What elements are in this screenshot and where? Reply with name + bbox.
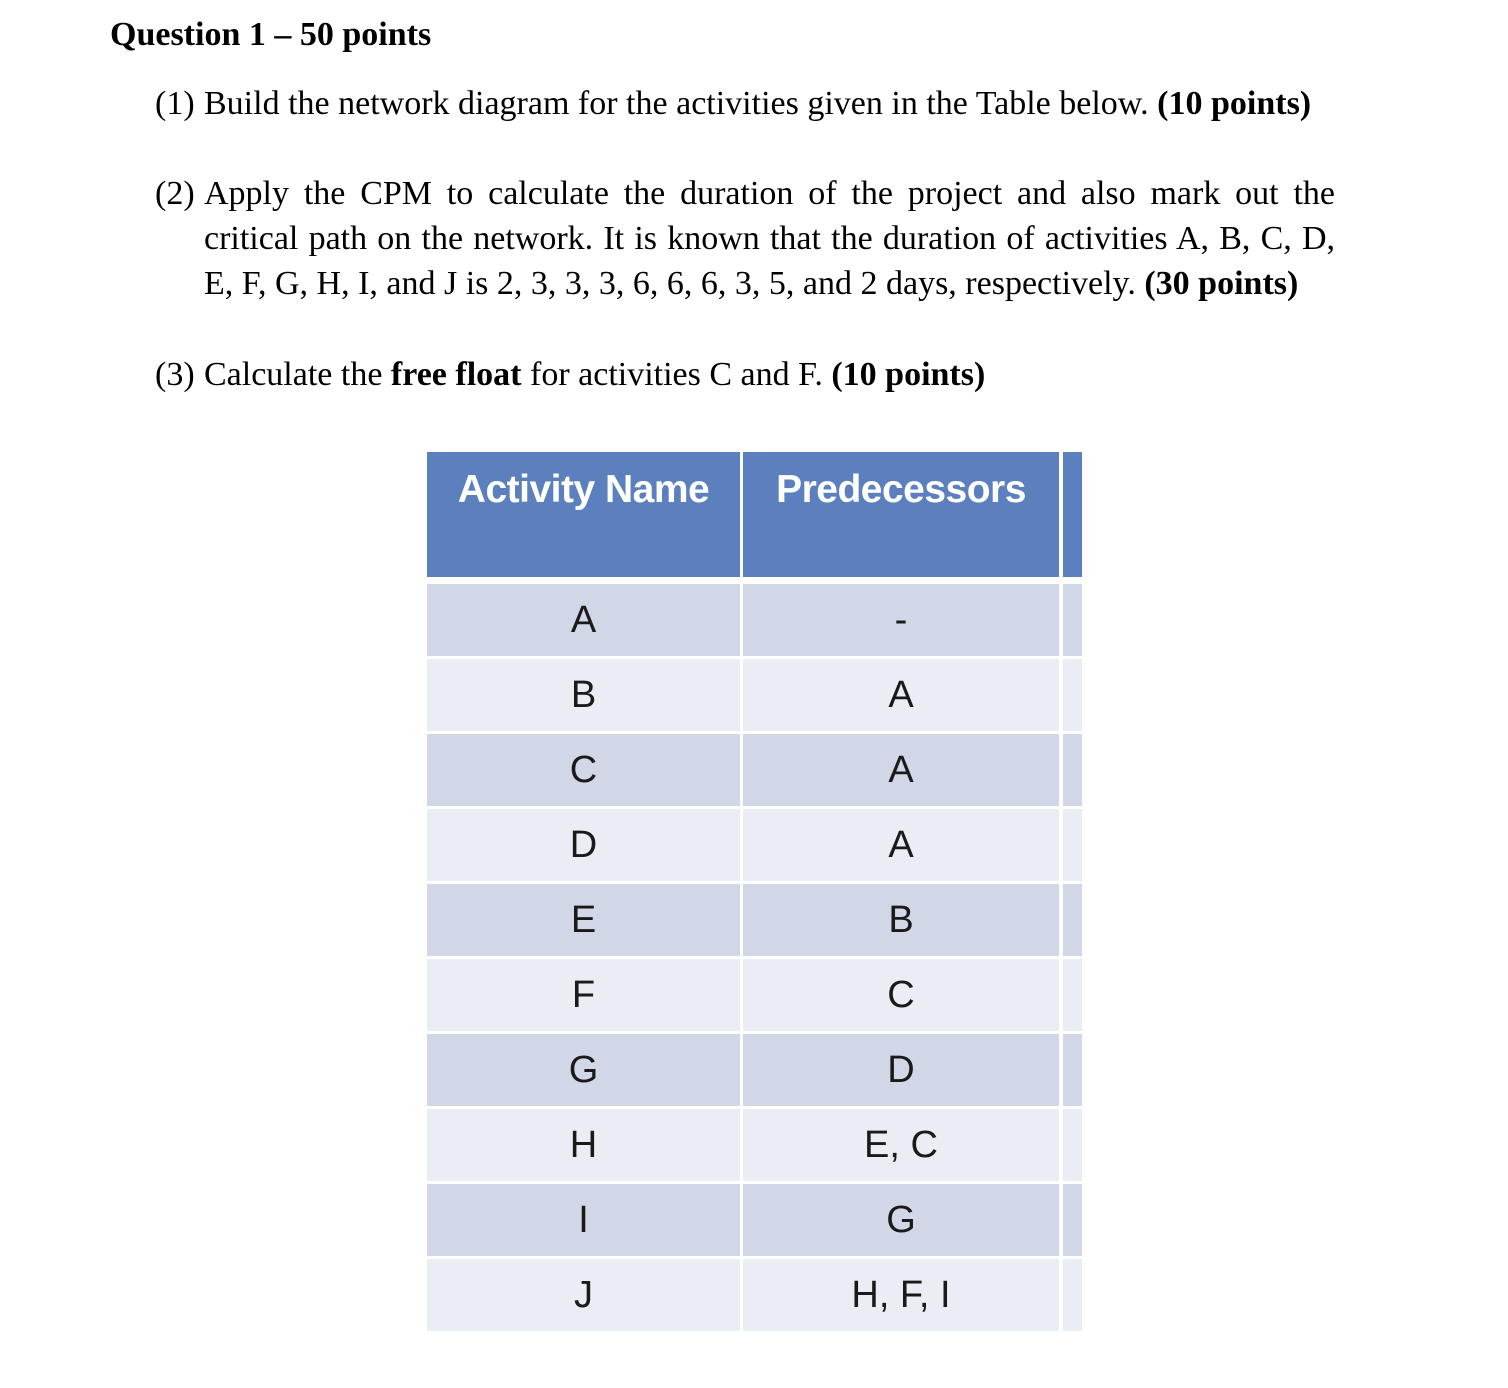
table-cell-extra <box>1063 1259 1082 1331</box>
question-body <box>204 352 1335 397</box>
table-header-divider <box>427 577 1082 584</box>
table-cell-predecessors: A <box>743 659 1059 731</box>
table-row <box>427 1109 1082 1181</box>
table-row <box>427 734 1082 806</box>
table-cell-activity: B <box>427 659 740 731</box>
table-cell-predecessors: C <box>743 959 1059 1031</box>
table-row <box>427 659 1082 731</box>
table-cell-activity: E <box>427 884 740 956</box>
table-cell-activity: H <box>427 1109 740 1181</box>
question-item-2 <box>155 171 1335 306</box>
table-cell-predecessors: - <box>743 584 1059 656</box>
table-cell-predecessors: H, F, I <box>743 1259 1059 1331</box>
table-cell-predecessors: A <box>743 734 1059 806</box>
question-text: for activities C and F. <box>530 356 823 393</box>
table-cell-predecessors: B <box>743 884 1059 956</box>
table-cell-extra <box>1063 1109 1082 1181</box>
table-cell-predecessors: E, C <box>743 1109 1059 1181</box>
question-number: (3) <box>155 356 195 393</box>
question-item-1 <box>155 81 1335 126</box>
table-cell-predecessors: A <box>743 809 1059 881</box>
question-text: Build the network diagram for the activities given in the Table below. <box>204 85 1149 122</box>
table-cell-predecessors: D <box>743 1034 1059 1106</box>
question-points: (10 points) <box>1157 85 1312 122</box>
table-row <box>427 809 1082 881</box>
table-row <box>427 1184 1082 1256</box>
table-cell-extra <box>1063 584 1082 656</box>
question-body <box>204 171 1335 306</box>
question-title: Question 1 – 50 points <box>110 16 432 53</box>
question-body <box>204 81 1335 126</box>
table-cell-activity: J <box>427 1259 740 1331</box>
table-header-extra <box>1063 452 1082 577</box>
question-number: (2) <box>155 175 195 212</box>
question-item-3 <box>155 352 1335 397</box>
table-cell-activity: A <box>427 584 740 656</box>
question-points: (30 points) <box>1144 265 1299 302</box>
table-cell-activity: F <box>427 959 740 1031</box>
table-row <box>427 1259 1082 1331</box>
table-header-predecessors: Predecessors <box>743 452 1059 577</box>
table-row <box>427 584 1082 656</box>
table-cell-extra <box>1063 659 1082 731</box>
question-bold-term: free float <box>390 356 522 393</box>
activity-table <box>427 452 1082 1338</box>
table-cell-extra <box>1063 1184 1082 1256</box>
table-cell-activity: D <box>427 809 740 881</box>
table-cell-extra <box>1063 734 1082 806</box>
question-text: Calculate the <box>204 356 383 393</box>
table-row <box>427 884 1082 956</box>
table-cell-activity: C <box>427 734 740 806</box>
table-row <box>427 1034 1082 1106</box>
question-points: (10 points) <box>831 356 986 393</box>
table-cell-predecessors: G <box>743 1184 1059 1256</box>
table-header-activity-name: Activity Name <box>427 452 740 577</box>
table-cell-activity: I <box>427 1184 740 1256</box>
question-number: (1) <box>155 85 195 122</box>
question-text: Apply the CPM to calculate the duration of the project and also mark out the critical path on the network. It is known that the duration of activities A, B, C, D, E, F, G, H, I, and J is 2, 3, 3, 3, 6, 6, 6, 3, 5, and 2 days, respectively. <box>204 175 1335 302</box>
table-cell-extra <box>1063 884 1082 956</box>
table-row <box>427 959 1082 1031</box>
table-cell-activity: G <box>427 1034 740 1106</box>
table-cell-extra <box>1063 1034 1082 1106</box>
table-cell-extra <box>1063 809 1082 881</box>
table-cell-extra <box>1063 959 1082 1031</box>
